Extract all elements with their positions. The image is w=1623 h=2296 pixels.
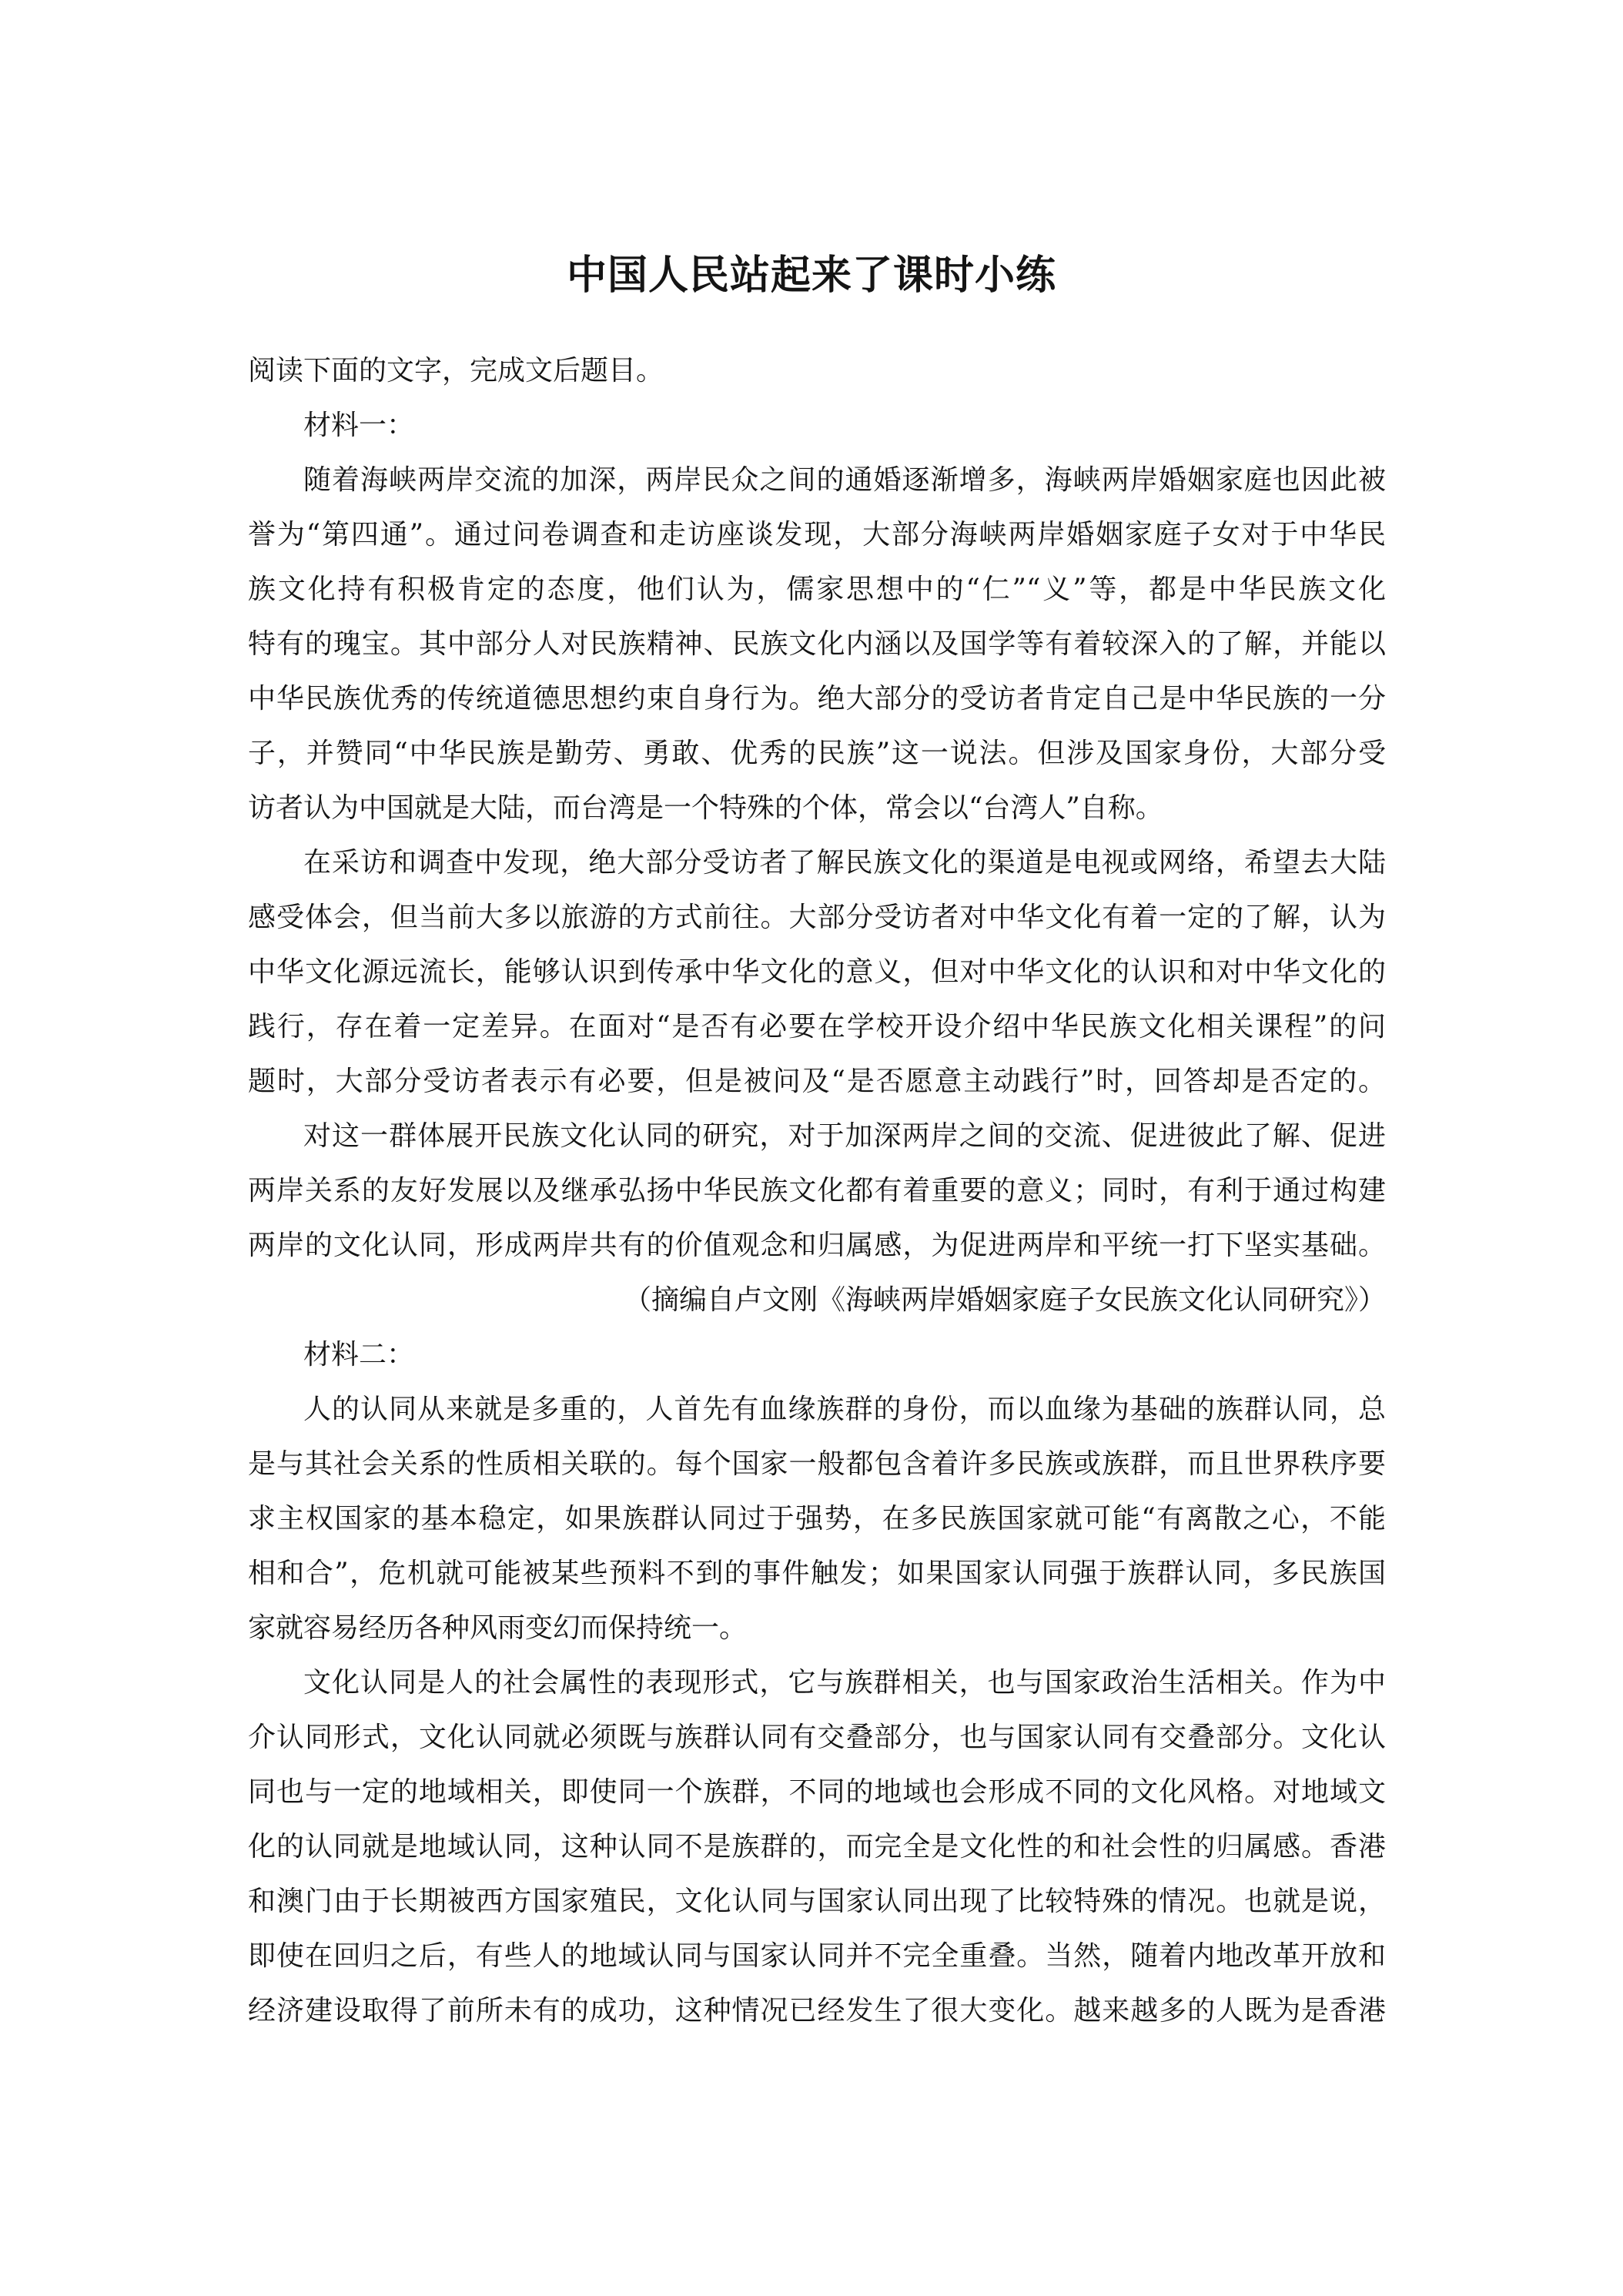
paragraph-line: 题时，大部分受访者表示有必要，但是被问及“是否愿意主动践行”时，回答却是否定的。 — [248, 1066, 1386, 1097]
paragraph-line: 同也与一定的地域相关，即使同一个族群，不同的地域也会形成不同的文化风格。对地域文 — [248, 1776, 1386, 1808]
paragraph-line: 子，并赞同“中华民族是勤劳、勇敢、优秀的民族”这一说法。但涉及国家身份，大部分受 — [248, 738, 1386, 769]
paragraph-line: 和澳门由于长期被西方国家殖民，文化认同与国家认同出现了比较特殊的情况。也就是说， — [248, 1886, 1386, 1917]
document-body — [248, 343, 1386, 2038]
paragraph-line: 相和合”，危机就可能被某些预料不到的事件触发；如果国家认同强于族群认同，多民族国 — [248, 1558, 1386, 1589]
paragraph-line: 经济建设取得了前所未有的成功，这种情况已经发生了很大变化。越来越多的人既为是香港 — [248, 1995, 1386, 2027]
paragraph-line: 化的认同就是地域认同，这种认同不是族群的，而完全是文化性的和社会性的归属感。香港 — [248, 1831, 1386, 1863]
material1-heading: 材料一： — [303, 410, 415, 441]
material1-source: （摘编自卢文刚《海峡两岸婚姻家庭子女民族文化认同研究》） — [623, 1284, 1386, 1316]
paragraph-line: 族文化持有积极肯定的态度，他们认为，儒家思想中的“仁”“义”等，都是中华民族文化 — [248, 574, 1386, 605]
paragraph-line: 特有的瑰宝。其中部分人对民族精神、民族文化内涵以及国学等有着较深入的了解，并能以 — [248, 628, 1386, 660]
paragraph-line: 在采访和调查中发现，绝大部分受访者了解民族文化的渠道是电视或网络，希望去大陆 — [303, 847, 1386, 879]
document-title: 中国人民站起来了课时小练 — [566, 252, 1056, 299]
paragraph-line: 两岸的文化认同，形成两岸共有的价值观念和归属感，为促进两岸和平统一打下坚实基础。 — [248, 1230, 1386, 1261]
paragraph-line: 求主权国家的基本稳定，如果族群认同过于强势，在多民族国家就可能“有离散之心，不能 — [248, 1503, 1386, 1535]
paragraph-line: 是与其社会关系的性质相关联的。每个国家一般都包含着许多民族或族群，而且世界秩序要 — [248, 1448, 1386, 1480]
material2-heading: 材料二： — [303, 1339, 415, 1371]
paragraph-line: 中华民族优秀的传统道德思想约束自身行为。绝大部分的受访者肯定自己是中华民族的一分 — [248, 683, 1386, 715]
paragraph-line: 感受体会，但当前大多以旅游的方式前往。大部分受访者对中华文化有着一定的了解，认为 — [248, 902, 1386, 933]
paragraph-line: 文化认同是人的社会属性的表现形式，它与族群相关，也与国家政治生活相关。作为中 — [303, 1667, 1386, 1699]
paragraph-line: 中华文化源远流长，能够认识到传承中华文化的意义，但对中华文化的认识和对中华文化的 — [248, 956, 1386, 988]
paragraph-line: 即使在回归之后，有些人的地域认同与国家认同并不完全重叠。当然，随着内地改革开放和 — [248, 1940, 1386, 1972]
paragraph-line: 践行，存在着一定差异。在面对“是否有必要在学校开设介绍中华民族文化相关课程”的问 — [248, 1011, 1386, 1043]
paragraph-line: 随着海峡两岸交流的加深，两岸民众之间的通婚逐渐增多，海峡两岸婚姻家庭也因此被 — [303, 464, 1386, 496]
paragraph-line: 人的认同从来就是多重的，人首先有血缘族群的身份，而以血缘为基础的族群认同，总 — [303, 1394, 1386, 1425]
paragraph-line: 介认同形式，文化认同就必须既与族群认同有交叠部分，也与国家认同有交叠部分。文化认 — [248, 1722, 1386, 1753]
paragraph-line: 家就容易经历各种风雨变幻而保持统一。 — [248, 1612, 748, 1644]
paragraph-line: 对这一群体展开民族文化认同的研究，对于加深两岸之间的交流、促进彼此了解、促进 — [303, 1120, 1386, 1152]
intro-line: 阅读下面的文字，完成文后题目。 — [248, 355, 664, 387]
paragraph-line: 访者认为中国就是大陆，而台湾是一个特殊的个体，常会以“台湾人”自称。 — [248, 792, 1163, 824]
paragraph-line: 誉为“第四通”。通过问卷调查和走访座谈发现，大部分海峡两岸婚姻家庭子女对于中华民 — [248, 519, 1386, 551]
paragraph-line: 两岸关系的友好发展以及继承弘扬中华民族文化都有着重要的意义；同时，有利于通过构建 — [248, 1175, 1386, 1207]
